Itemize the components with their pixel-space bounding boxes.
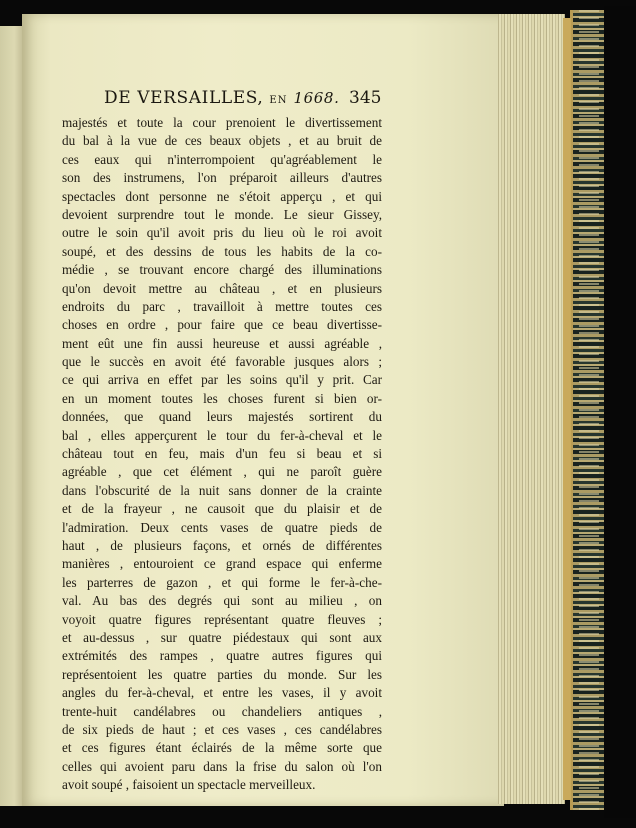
text-line: données, que quand leurs majestés sortirent du xyxy=(62,409,382,425)
text-line: avoit soupé , faisoient un spectacle merveilleux. xyxy=(62,777,316,793)
text-line: spectacles dont personne ne s'étoit apperçu , et qui xyxy=(62,188,382,204)
text-line: outre le soin qu'il avoit pris du lieu où le roi avoit xyxy=(62,225,382,241)
text-line: voyoit quatre figures représentant quatre fleuves ; xyxy=(62,611,382,627)
page-block-edges xyxy=(498,14,565,804)
cover-board xyxy=(604,6,636,818)
text-line: ces eaux qui n'interrompoient qu'agréablement le xyxy=(62,151,382,167)
running-head-en: EN xyxy=(269,95,288,106)
text-line: l'admiration. Deux cents vases de quatre pieds de xyxy=(62,519,382,535)
text-line: choses en ordre , pour faire que ce beau divertisse- xyxy=(62,317,382,333)
text-line: médie , se trouvant encore chargé des illuminations xyxy=(62,262,382,278)
text-line: que le succès en avoit été favorable jusques alors ; xyxy=(62,354,382,370)
text-line: extrémités des rampes , quatre autres figures qui xyxy=(62,648,382,664)
text-line: majestés et toute la cour prenoient le divertissement xyxy=(62,115,382,130)
text-line: agréable , que cet élément , qui ne paroît guère xyxy=(62,464,382,480)
text-line: ce qui arriva en effet par les soins qu'il y prit. Car xyxy=(62,372,382,388)
text-line: soupé, et des dessins de tous les habits de la co- xyxy=(62,243,382,259)
text-line: les parterres de gazon , et qui forme le fer-à-che- xyxy=(62,574,382,590)
running-head xyxy=(104,88,386,112)
text-line: val. Au bas des degrés qui sont au milieu , on xyxy=(62,593,382,609)
text-line: et de la frayeur , ne causoit que du plaisir et de xyxy=(62,501,382,517)
text-line: devoient surprendre tout le monde. Le sieur Gissey, xyxy=(62,206,382,222)
text-line: château tout en feu, mais d'un feu si beau et si xyxy=(62,446,382,462)
text-line: celles qui avoient paru dans la frise du salon où l'on xyxy=(62,758,382,774)
text-line: qu'on devoit mettre au château , et en plusieurs xyxy=(62,280,382,296)
text-line: représentoient les quatre parties du monde. Sur les xyxy=(62,666,382,682)
running-head-year: 1668. xyxy=(293,89,340,107)
text-line: ment eût une fin aussi heureuse et aussi agréable , xyxy=(62,335,382,351)
text-line: du bal à la vue de ces beaux objets , et au bruit de xyxy=(62,133,382,149)
running-head-place: DE VERSAILLES, xyxy=(104,88,264,108)
text-line: et ces figures étant éclairés de la même sorte que xyxy=(62,740,382,756)
text-line: et au-dessus , sur quatre piédestaux qui sont aux xyxy=(62,629,382,645)
text-line: dans l'obscurité de la nuit sans donner de la crainte xyxy=(62,482,382,498)
text-line: haut , de plusieurs façons, et ornés de différentes xyxy=(62,537,382,553)
text-line: bal , elles apperçurent le tour du fer-à-cheval et le xyxy=(62,427,382,443)
text-line: son des instrumens, l'on préparoit ailleurs d'autres xyxy=(62,170,382,186)
text-line: endroits du parc , travailloit à mettre toutes ces xyxy=(62,298,382,314)
text-line: de six pieds de haut ; et ces vases , ces candélabres xyxy=(62,721,382,737)
text-line: en un moment toutes les choses furent si bien or- xyxy=(62,390,382,406)
page-number: 345 xyxy=(349,88,382,108)
text-line: manières , entouroient ce grand espace qui enferme xyxy=(62,556,382,572)
text-line: angles du fer-à-cheval, et entre les vases, il y avoit xyxy=(62,685,382,701)
body-text xyxy=(62,114,382,794)
text-line: trente-huit candélabres ou chandeliers antiques , xyxy=(62,703,382,719)
